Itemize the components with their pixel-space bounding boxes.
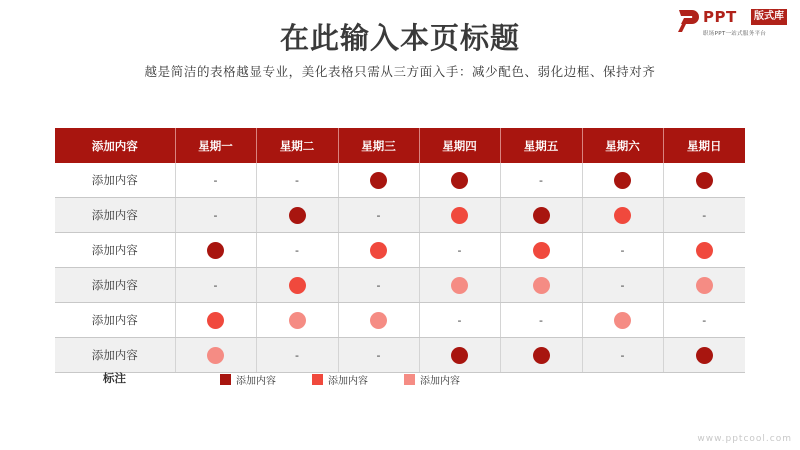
table-cell [663, 233, 745, 268]
schedule-table [55, 128, 745, 373]
table-cell [338, 303, 419, 338]
table-cell [338, 163, 419, 198]
table-cell [175, 268, 256, 303]
status-dot-dark [207, 242, 224, 259]
table-cell [419, 268, 500, 303]
status-dot-dark [533, 207, 550, 224]
legend-title: 标注 [103, 371, 126, 385]
legend-label: 添加内容 [236, 376, 276, 387]
table-cell [663, 303, 745, 338]
table-cell [582, 303, 663, 338]
table-body [55, 163, 745, 373]
empty-mark: - [539, 174, 543, 187]
table-cell [582, 268, 663, 303]
row-label: 添加内容 [55, 233, 175, 268]
logo-badge: 版式库 [751, 9, 787, 25]
table-cell [338, 338, 419, 373]
logo-tagline: 职场PPT一站式服务平台 [703, 31, 767, 37]
empty-mark: - [539, 314, 543, 327]
row-label: 添加内容 [55, 198, 175, 233]
table-cell [256, 233, 338, 268]
table-cell [500, 233, 582, 268]
table-cell [419, 198, 500, 233]
empty-mark: - [213, 174, 218, 187]
table-header-row [55, 128, 745, 163]
status-dot-dark [370, 172, 387, 189]
status-dot-dark [696, 347, 713, 364]
brand-logo [677, 8, 795, 38]
legend [55, 370, 745, 388]
table-cell [582, 338, 663, 373]
legend-swatch [312, 374, 323, 385]
column-header: 星期二 [256, 128, 338, 163]
empty-mark: - [376, 349, 381, 362]
logo-mark-icon [677, 8, 701, 34]
status-dot-dark [289, 207, 306, 224]
empty-mark: - [702, 314, 707, 327]
table-cell [256, 268, 338, 303]
status-dot-dark [451, 172, 468, 189]
table-cell [663, 198, 745, 233]
table-cell [256, 338, 338, 373]
empty-mark: - [376, 209, 381, 222]
status-dot-medium [533, 242, 550, 259]
empty-mark: - [457, 314, 462, 327]
table-cell [256, 303, 338, 338]
table-cell [500, 268, 582, 303]
status-dot-medium [370, 242, 387, 259]
table-cell [175, 198, 256, 233]
empty-mark: - [620, 349, 625, 362]
table-cell [175, 233, 256, 268]
table-row [55, 163, 745, 198]
column-header: 星期一 [175, 128, 256, 163]
empty-mark: - [295, 244, 299, 257]
status-dot-light [533, 277, 550, 294]
row-label: 添加内容 [55, 268, 175, 303]
table-row [55, 303, 745, 338]
status-dot-light [370, 312, 387, 329]
empty-mark: - [295, 174, 299, 187]
column-header: 星期六 [582, 128, 663, 163]
legend-label: 添加内容 [328, 376, 368, 387]
column-header: 星期日 [663, 128, 745, 163]
status-dot-dark [533, 347, 550, 364]
table-row [55, 338, 745, 373]
table-cell [175, 163, 256, 198]
row-label: 添加内容 [55, 163, 175, 198]
table-row [55, 233, 745, 268]
status-dot-light [207, 347, 224, 364]
legend-label: 添加内容 [420, 376, 460, 387]
legend-item [220, 372, 276, 387]
column-header: 星期三 [338, 128, 419, 163]
empty-mark: - [620, 244, 625, 257]
empty-mark: - [213, 209, 218, 222]
legend-swatch [220, 374, 231, 385]
table-row [55, 268, 745, 303]
table-cell [338, 268, 419, 303]
row-label: 添加内容 [55, 303, 175, 338]
table-cell [256, 198, 338, 233]
watermark: www.pptcool.com [697, 434, 792, 444]
table-cell [419, 163, 500, 198]
table-cell [663, 163, 745, 198]
status-dot-light [614, 312, 631, 329]
column-header: 星期四 [419, 128, 500, 163]
empty-mark: - [457, 244, 462, 257]
legend-item [404, 372, 460, 387]
legend-swatch [404, 374, 415, 385]
table-cell [419, 303, 500, 338]
table-cell [582, 198, 663, 233]
status-dot-light [696, 277, 713, 294]
page-subtitle: 越是简洁的表格越显专业，美化表格只需从三方面入手：减少配色、弱化边框、保持对齐 [144, 64, 656, 79]
table-cell [419, 338, 500, 373]
status-dot-dark [696, 172, 713, 189]
logo-brand: PPT [703, 8, 737, 26]
table-cell [175, 338, 256, 373]
column-header: 星期五 [500, 128, 582, 163]
page-title: 在此输入本页标题 [279, 21, 520, 55]
status-dot-dark [614, 172, 631, 189]
status-dot-light [451, 277, 468, 294]
table-row [55, 198, 745, 233]
table-cell [256, 163, 338, 198]
empty-mark: - [213, 279, 218, 292]
status-dot-dark [451, 347, 468, 364]
status-dot-medium [696, 242, 713, 259]
table-cell [582, 233, 663, 268]
empty-mark: - [376, 279, 381, 292]
legend-item [312, 372, 368, 387]
empty-mark: - [702, 209, 707, 222]
status-dot-medium [614, 207, 631, 224]
status-dot-light [289, 312, 306, 329]
status-dot-medium [451, 207, 468, 224]
column-header: 添加内容 [55, 128, 175, 163]
empty-mark: - [295, 349, 299, 362]
table-cell [500, 303, 582, 338]
table-cell [419, 233, 500, 268]
empty-mark: - [620, 279, 625, 292]
table-cell [663, 268, 745, 303]
status-dot-medium [207, 312, 224, 329]
table-cell [663, 338, 745, 373]
status-dot-medium [289, 277, 306, 294]
table-cell [500, 338, 582, 373]
table-cell [500, 163, 582, 198]
table-cell [175, 303, 256, 338]
table-cell [500, 198, 582, 233]
row-label: 添加内容 [55, 338, 175, 373]
table-cell [338, 198, 419, 233]
table-cell [338, 233, 419, 268]
table-cell [582, 163, 663, 198]
